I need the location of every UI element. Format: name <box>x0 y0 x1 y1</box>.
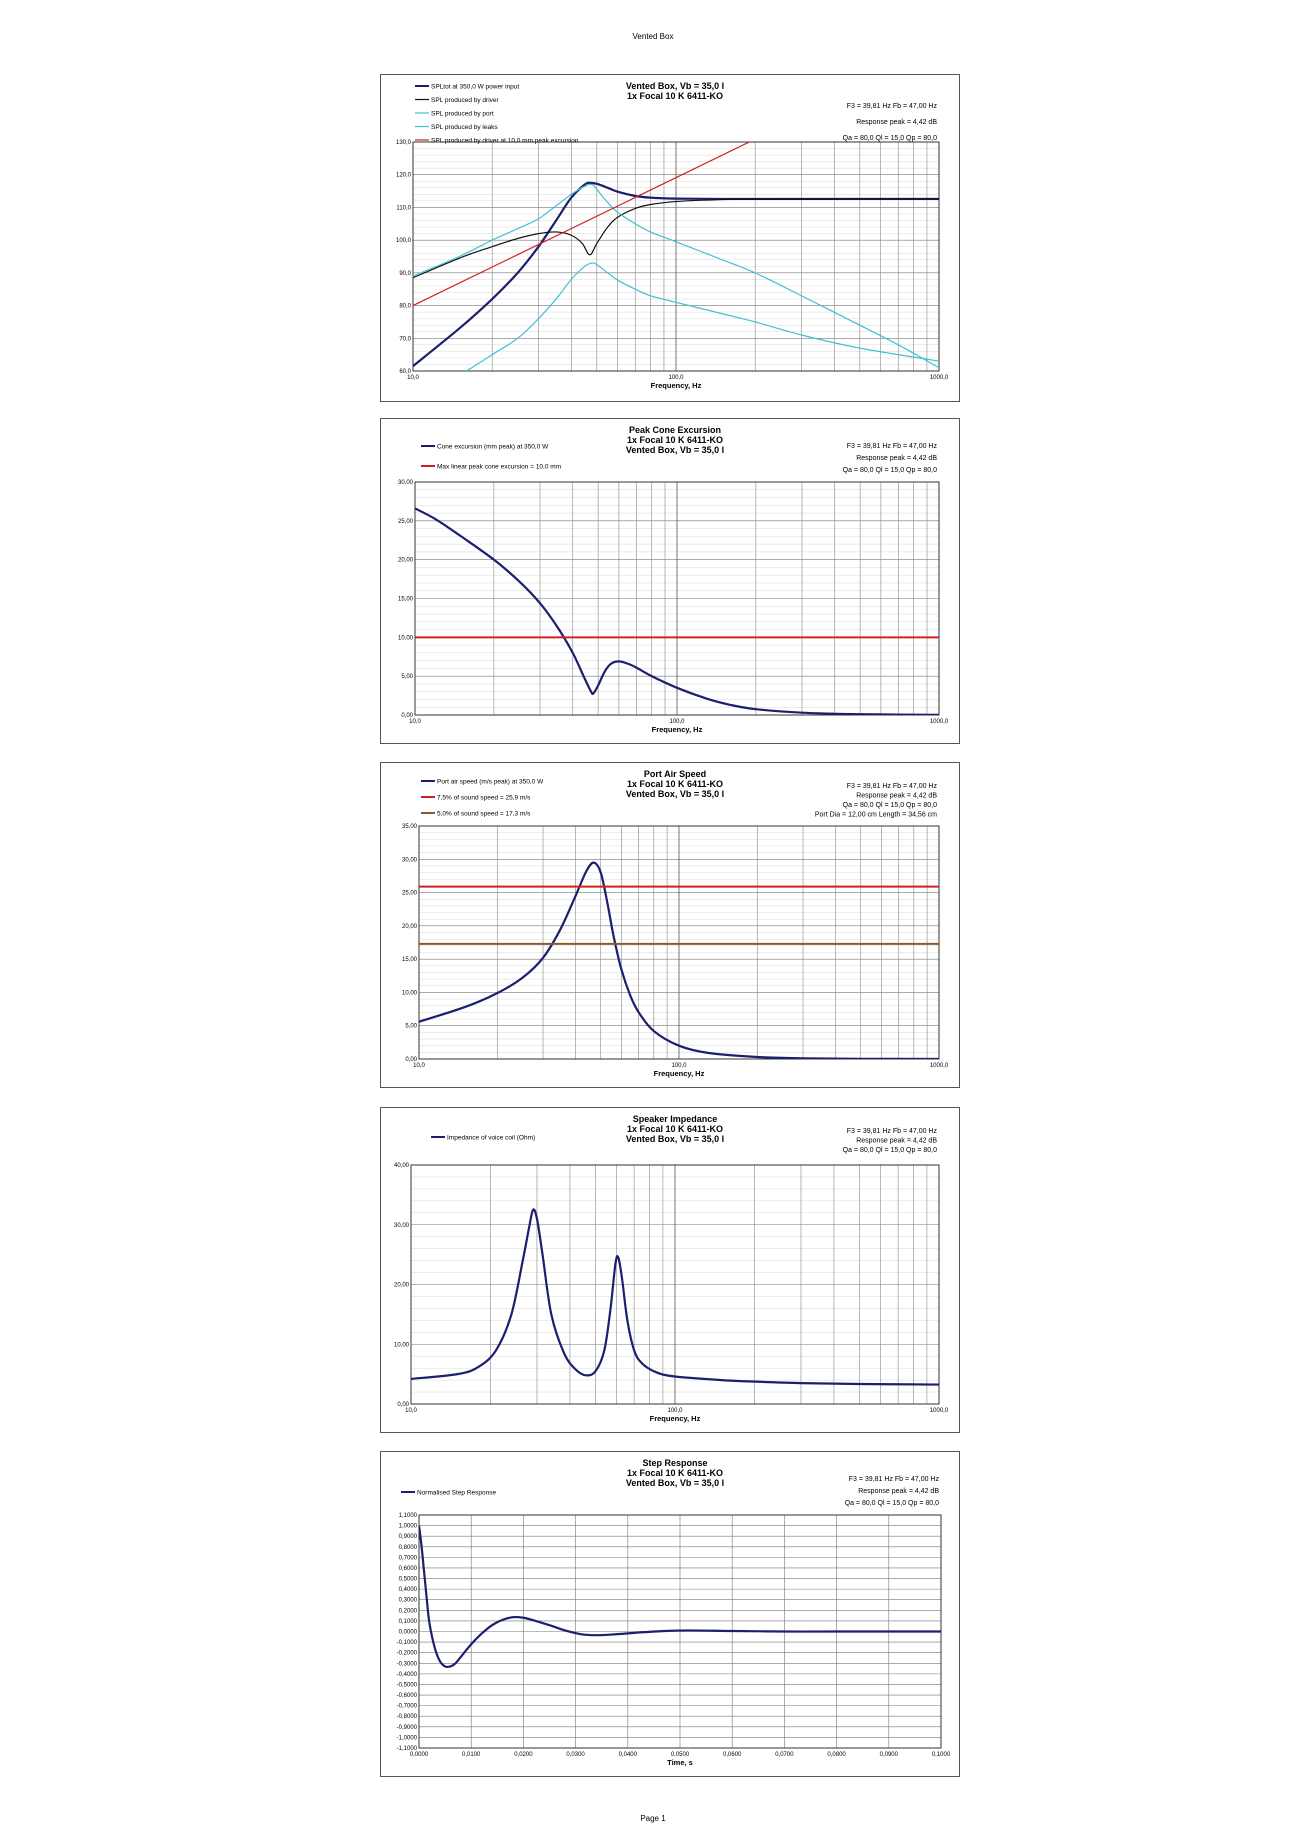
y-tick-label: 10,00 <box>397 635 413 642</box>
x-axis-label: Frequency, Hz <box>651 725 703 734</box>
y-tick-label: -0,3000 <box>396 1661 417 1668</box>
y-tick-label: 0,0000 <box>398 1629 417 1636</box>
chart-info-line: Port Dia = 12,00 cm Length = 34,56 cm <box>814 811 937 819</box>
y-tick-label: 25,00 <box>397 518 413 525</box>
x-tick-label: 0,0600 <box>723 1752 742 1758</box>
legend-label: Port air speed (m/s peak) at 350,0 W <box>437 778 544 786</box>
x-tick-label: 0,0100 <box>462 1752 481 1758</box>
legend-label: SPL produced by driver <box>431 96 499 104</box>
y-tick-label: -0,4000 <box>396 1671 417 1678</box>
x-tick-label: 0,0000 <box>409 1752 429 1758</box>
chart-title-line: 1x Focal 10 K 6411-KO <box>626 1468 724 1478</box>
chart-panel-step <box>380 1451 960 1777</box>
y-tick-label: 20,00 <box>397 557 413 564</box>
chart-title-line: 1x Focal 10 K 6411-KO <box>626 1124 724 1134</box>
y-tick-label: 0,5000 <box>398 1576 417 1583</box>
y-tick-label: 0,2000 <box>398 1608 417 1615</box>
y-tick-label: 0,00 <box>401 713 413 719</box>
x-tick-label: 0,0800 <box>827 1752 846 1758</box>
y-tick-label: 100,0 <box>395 238 411 245</box>
legend-label: Cone excursion (mm peak) at 350,0 W <box>437 443 549 451</box>
y-tick-label: 20,00 <box>401 923 417 930</box>
x-tick-label: 10,0 <box>407 375 419 381</box>
chart-title-line: Vented Box, Vb = 35,0 l <box>625 1478 725 1488</box>
chart-impedance-svg <box>381 1108 959 1432</box>
chart-panel-excursion <box>380 418 960 744</box>
x-axis-label: Frequency, Hz <box>649 1414 701 1423</box>
x-tick-label: 100,0 <box>667 1408 683 1414</box>
chart-spl-svg <box>381 75 959 401</box>
y-tick-label: 0,1000 <box>398 1618 417 1625</box>
chart-title-line: Vented Box, Vb = 35,0 l <box>625 1134 725 1144</box>
chart-step-svg <box>381 1452 959 1776</box>
chart-info-line: Qa = 80,0 Ql = 15,0 Qp = 80,0 <box>844 1500 939 1507</box>
y-tick-label: -0,1000 <box>396 1640 417 1647</box>
y-tick-label: 5,00 <box>401 674 413 681</box>
x-tick-label: 100,0 <box>671 1063 687 1069</box>
y-tick-label: 120,0 <box>395 172 411 179</box>
y-tick-label: 30,00 <box>401 857 417 864</box>
y-tick-label: 0,4000 <box>398 1587 417 1594</box>
chart-title-line: 1x Focal 10 K 6411-KO <box>626 779 724 789</box>
x-tick-label: 0,1000 <box>931 1752 951 1758</box>
y-tick-label: 70,0 <box>399 336 411 343</box>
y-tick-label: -0,7000 <box>396 1703 417 1710</box>
grid <box>415 482 939 715</box>
y-tick-label: 10,00 <box>393 1342 409 1349</box>
y-tick-label: 130,0 <box>395 140 411 146</box>
legend-label: SPLtot at 350,0 W power input <box>431 83 520 91</box>
x-axis-label: Frequency, Hz <box>653 1069 705 1078</box>
y-tick-label: 0,9000 <box>398 1534 417 1541</box>
y-tick-label: 10,00 <box>401 990 417 997</box>
chart-title-line: Speaker Impedance <box>632 1114 718 1124</box>
y-tick-label: 0,00 <box>405 1057 417 1063</box>
y-tick-label: 90,0 <box>399 270 411 277</box>
x-axis-label: Time, s <box>667 1758 693 1767</box>
legend-label: 5,0% of sound speed = 17,3 m/s <box>437 810 531 818</box>
y-tick-label: 30,00 <box>393 1222 409 1229</box>
x-tick-label: 0,0900 <box>879 1752 898 1758</box>
legend-label: SPL produced by port <box>431 110 494 118</box>
x-tick-label: 10,0 <box>409 719 421 725</box>
legend-label: SPL produced by leaks <box>431 123 498 131</box>
y-tick-label: 15,00 <box>397 596 413 603</box>
y-tick-label: 0,00 <box>397 1402 409 1408</box>
y-tick-label: 30,00 <box>397 480 413 486</box>
y-tick-label: -0,9000 <box>396 1724 417 1731</box>
y-tick-label: 35,00 <box>401 824 417 830</box>
chart-title-line: Vented Box, Vb = 35,0 l <box>625 789 725 799</box>
x-axis-label: Frequency, Hz <box>650 381 702 390</box>
x-tick-label: 10,0 <box>405 1408 417 1414</box>
chart-info-line: Qa = 80,0 Ql = 15,0 Qp = 80,0 <box>842 135 937 142</box>
y-tick-label: 1,0000 <box>398 1523 417 1530</box>
x-tick-label: 100,0 <box>668 375 684 381</box>
y-tick-label: 15,00 <box>401 957 417 964</box>
y-tick-label: 110,0 <box>396 205 411 212</box>
y-tick-label: 20,00 <box>393 1282 409 1289</box>
chart-info-line: Response peak = 4,42 dB <box>856 455 937 462</box>
chart-info-line: Response peak = 4,42 dB <box>856 792 937 800</box>
legend-label: Impedance of voice coil (Ohm) <box>447 1134 536 1142</box>
x-tick-label: 1000,0 <box>929 375 949 381</box>
legend-label: Max linear peak cone excursion = 10,0 mm <box>437 463 562 471</box>
y-tick-label: -0,2000 <box>396 1650 417 1657</box>
chart-title-line: 1x Focal 10 K 6411-KO <box>626 435 724 445</box>
y-tick-label: 0,7000 <box>398 1555 417 1562</box>
y-tick-label: -0,8000 <box>396 1714 417 1721</box>
chart-panel-port <box>380 762 960 1088</box>
y-tick-label: -1,0000 <box>396 1735 417 1742</box>
chart-info-line: F3 = 39,81 Hz Fb = 47,00 Hz <box>846 783 937 790</box>
x-tick-label: 0,0500 <box>670 1752 690 1758</box>
x-tick-label: 0,0300 <box>566 1752 585 1758</box>
page-footer: Page 1 <box>640 1814 666 1823</box>
x-tick-label: 1000,0 <box>929 1408 949 1414</box>
legend-label: Normalised Step Response <box>417 1489 497 1497</box>
y-tick-label: 60,0 <box>399 369 411 375</box>
chart-info-line: Qa = 80,0 Ql = 15,0 Qp = 80,0 <box>842 1147 937 1154</box>
grid <box>413 142 939 371</box>
chart-port-svg <box>381 763 959 1087</box>
y-tick-label: 0,3000 <box>398 1597 417 1604</box>
grid <box>411 1165 939 1404</box>
chart-info-line: Response peak = 4,42 dB <box>856 1137 937 1145</box>
y-tick-label: 25,00 <box>401 890 417 897</box>
x-tick-label: 0,0700 <box>775 1752 794 1758</box>
x-tick-label: 1000,0 <box>929 1063 949 1069</box>
y-tick-label: 40,00 <box>393 1163 409 1169</box>
chart-info-line: F3 = 39,81 Hz Fb = 47,00 Hz <box>846 443 937 450</box>
chart-title-line: 1x Focal 10 K 6411-KO <box>626 91 724 101</box>
y-tick-label: 80,0 <box>399 303 411 310</box>
y-tick-label: -0,6000 <box>396 1693 417 1700</box>
chart-excursion-svg <box>381 419 959 743</box>
y-tick-label: -1,1000 <box>396 1746 417 1752</box>
x-tick-label: 0,0400 <box>618 1752 637 1758</box>
chart-info-line: Qa = 80,0 Ql = 15,0 Qp = 80,0 <box>842 802 937 809</box>
legend-label: 7,5% of sound speed = 25,9 m/s <box>437 794 531 802</box>
chart-info-line: Qa = 80,0 Ql = 15,0 Qp = 80,0 <box>842 467 937 474</box>
series-line-5 <box>413 142 749 306</box>
chart-title-line: Peak Cone Excursion <box>628 425 722 435</box>
x-tick-label: 10,0 <box>413 1063 425 1069</box>
y-tick-label: 0,6000 <box>398 1565 417 1572</box>
chart-info-line: Response peak = 4,42 dB <box>856 119 937 126</box>
legend-label: SPL produced by driver at 10,0 mm peak excursion <box>431 137 579 145</box>
page-header: Vented Box <box>632 32 674 41</box>
chart-info-line: F3 = 39,81 Hz Fb = 47,00 Hz <box>848 1476 939 1483</box>
x-tick-label: 1000,0 <box>929 719 949 725</box>
chart-info-line: Response peak = 4,42 dB <box>858 1488 939 1495</box>
x-tick-label: 100,0 <box>669 719 685 725</box>
chart-title-line: Vented Box, Vb = 35,0 l <box>625 81 725 91</box>
chart-title-line: Step Response <box>642 1458 708 1468</box>
y-tick-label: 5,00 <box>405 1023 417 1030</box>
chart-panel-impedance <box>380 1107 960 1433</box>
grid <box>419 826 939 1059</box>
chart-title-line: Vented Box, Vb = 35,0 l <box>625 445 725 455</box>
chart-info-line: F3 = 39,81 Hz Fb = 47,00 Hz <box>846 103 937 110</box>
chart-title-line: Port Air Speed <box>643 769 707 779</box>
x-tick-label: 0,0200 <box>514 1752 533 1758</box>
y-tick-label: 0,8000 <box>398 1544 417 1551</box>
chart-info-line: F3 = 39,81 Hz Fb = 47,00 Hz <box>846 1128 937 1135</box>
y-tick-label: -0,5000 <box>396 1682 417 1689</box>
chart-panel-spl <box>380 74 960 402</box>
y-tick-label: 1,1000 <box>398 1513 417 1519</box>
